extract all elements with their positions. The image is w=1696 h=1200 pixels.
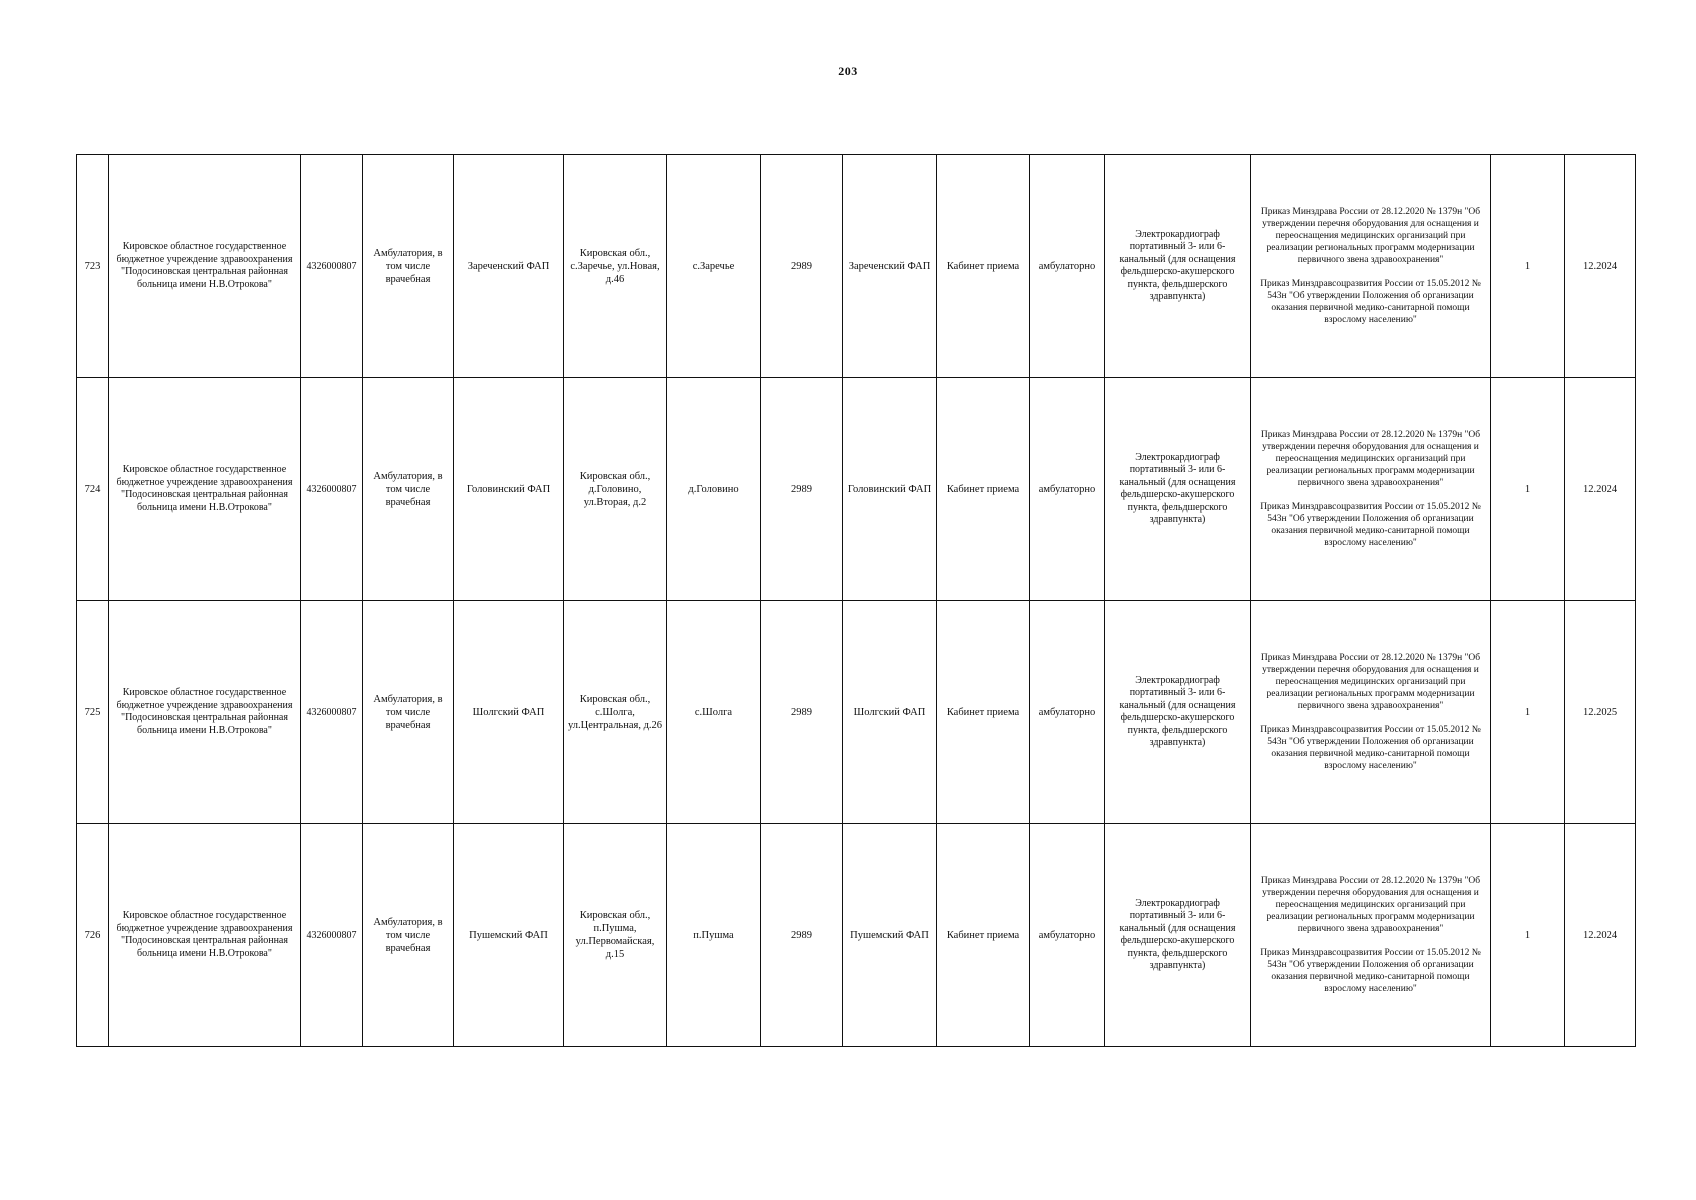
cell-regulatory-orders [1251, 378, 1491, 601]
cell-unit-type: Амбулатория, в том числе врачебная [363, 378, 454, 601]
cell-row-number: 723 [77, 155, 109, 378]
cell-equipment: Электрокардиограф портативный 3- или 6-канальный (для оснащения фельдшерско-акушерского пункта, фельдшерского здравпункта) [1105, 155, 1251, 378]
order-543n: Приказ Минздравсоцразвития России от 15.05.2012 № 543н "Об утверждении Положения об организации оказания первичной медико-санитарной помощи взрослому населению" [1260, 948, 1481, 994]
cell-regulatory-orders [1251, 824, 1491, 1047]
order-543n: Приказ Минздравсоцразвития России от 15.05.2012 № 543н "Об утверждении Положения об организации оказания первичной медико-санитарной помощи взрослому населению" [1260, 725, 1481, 771]
orders-spacer [1253, 935, 1488, 947]
table-row [77, 601, 1636, 824]
cell-care-form: амбулаторно [1030, 378, 1105, 601]
cell-organization: Кировское областное государственное бюджетное учреждение здравоохранения "Подосиновская центральная районная больница имени Н.В.Отрокова" [109, 824, 301, 1047]
cell-population: 2989 [761, 601, 843, 824]
cell-unit-name-2: Зареченский ФАП [843, 155, 937, 378]
page-number: 203 [838, 64, 858, 78]
equipment-registry-table [76, 154, 1636, 1047]
cell-quantity: 1 [1491, 378, 1565, 601]
cell-address: Кировская обл., с.Заречье, ул.Новая, д.46 [564, 155, 667, 378]
cell-equipment: Электрокардиограф портативный 3- или 6-канальный (для оснащения фельдшерско-акушерского пункта, фельдшерского здравпункта) [1105, 601, 1251, 824]
table-row [77, 378, 1636, 601]
orders-spacer [1253, 266, 1488, 278]
cell-organization: Кировское областное государственное бюджетное учреждение здравоохранения "Подосиновская центральная районная больница имени Н.В.Отрокова" [109, 601, 301, 824]
registry-body [77, 155, 1636, 1047]
cell-address: Кировская обл., с.Шолга, ул.Центральная, д.26 [564, 601, 667, 824]
order-1379n: Приказ Минздрава России от 28.12.2020 № 1379н "Об утверждении перечня оборудования для оснащения и переоснащения медицинских организаций при реализации региональных программ модернизации первичного звена здравоохранения" [1260, 876, 1481, 934]
cell-organization: Кировское областное государственное бюджетное учреждение здравоохранения "Подосиновская центральная районная больница имени Н.В.Отрокова" [109, 378, 301, 601]
cell-row-number: 726 [77, 824, 109, 1047]
cell-org-code: 4326000807 [301, 378, 363, 601]
cell-settlement: с.Шолга [667, 601, 761, 824]
cell-regulatory-orders [1251, 155, 1491, 378]
cell-room: Кабинет приема [937, 824, 1030, 1047]
cell-row-number: 724 [77, 378, 109, 601]
cell-date: 12.2025 [1565, 601, 1636, 824]
cell-unit-name-2: Шолгский ФАП [843, 601, 937, 824]
cell-unit-name: Пушемский ФАП [454, 824, 564, 1047]
cell-room: Кабинет приема [937, 378, 1030, 601]
cell-room: Кабинет приема [937, 601, 1030, 824]
cell-row-number: 725 [77, 601, 109, 824]
cell-settlement: д.Головино [667, 378, 761, 601]
order-543n: Приказ Минздравсоцразвития России от 15.05.2012 № 543н "Об утверждении Положения об организации оказания первичной медико-санитарной помощи взрослому населению" [1260, 279, 1481, 325]
cell-population: 2989 [761, 378, 843, 601]
cell-settlement: с.Заречье [667, 155, 761, 378]
cell-population: 2989 [761, 824, 843, 1047]
cell-settlement: п.Пушма [667, 824, 761, 1047]
cell-population: 2989 [761, 155, 843, 378]
cell-date: 12.2024 [1565, 155, 1636, 378]
cell-address: Кировская обл., д.Головино, ул.Вторая, д.2 [564, 378, 667, 601]
cell-org-code: 4326000807 [301, 601, 363, 824]
order-1379n: Приказ Минздрава России от 28.12.2020 № 1379н "Об утверждении перечня оборудования для оснащения и переоснащения медицинских организаций при реализации региональных программ модернизации первичного звена здравоохранения" [1260, 207, 1481, 265]
cell-unit-type: Амбулатория, в том числе врачебная [363, 155, 454, 378]
cell-org-code: 4326000807 [301, 155, 363, 378]
orders-spacer [1253, 489, 1488, 501]
cell-unit-name-2: Головинский ФАП [843, 378, 937, 601]
cell-regulatory-orders [1251, 601, 1491, 824]
cell-quantity: 1 [1491, 601, 1565, 824]
cell-care-form: амбулаторно [1030, 601, 1105, 824]
table-row [77, 824, 1636, 1047]
cell-equipment: Электрокардиограф портативный 3- или 6-канальный (для оснащения фельдшерско-акушерского пункта, фельдшерского здравпункта) [1105, 378, 1251, 601]
cell-room: Кабинет приема [937, 155, 1030, 378]
cell-date: 12.2024 [1565, 378, 1636, 601]
cell-unit-type: Амбулатория, в том числе врачебная [363, 601, 454, 824]
cell-date: 12.2024 [1565, 824, 1636, 1047]
cell-unit-name: Шолгский ФАП [454, 601, 564, 824]
cell-care-form: амбулаторно [1030, 155, 1105, 378]
cell-equipment: Электрокардиограф портативный 3- или 6-канальный (для оснащения фельдшерско-акушерского пункта, фельдшерского здравпункта) [1105, 824, 1251, 1047]
cell-quantity: 1 [1491, 824, 1565, 1047]
cell-org-code: 4326000807 [301, 824, 363, 1047]
cell-care-form: амбулаторно [1030, 824, 1105, 1047]
cell-address: Кировская обл., п.Пушма, ул.Первомайская, д.15 [564, 824, 667, 1047]
order-1379n: Приказ Минздрава России от 28.12.2020 № 1379н "Об утверждении перечня оборудования для оснащения и переоснащения медицинских организаций при реализации региональных программ модернизации первичного звена здравоохранения" [1260, 653, 1481, 711]
cell-quantity: 1 [1491, 155, 1565, 378]
cell-unit-name-2: Пушемский ФАП [843, 824, 937, 1047]
order-1379n: Приказ Минздрава России от 28.12.2020 № 1379н "Об утверждении перечня оборудования для оснащения и переоснащения медицинских организаций при реализации региональных программ модернизации первичного звена здравоохранения" [1260, 430, 1481, 488]
cell-organization: Кировское областное государственное бюджетное учреждение здравоохранения "Подосиновская центральная районная больница имени Н.В.Отрокова" [109, 155, 301, 378]
cell-unit-name: Зареченский ФАП [454, 155, 564, 378]
table-row [77, 155, 1636, 378]
cell-unit-name: Головинский ФАП [454, 378, 564, 601]
cell-unit-type: Амбулатория, в том числе врачебная [363, 824, 454, 1047]
order-543n: Приказ Минздравсоцразвития России от 15.05.2012 № 543н "Об утверждении Положения об организации оказания первичной медико-санитарной помощи взрослому населению" [1260, 502, 1481, 548]
orders-spacer [1253, 712, 1488, 724]
